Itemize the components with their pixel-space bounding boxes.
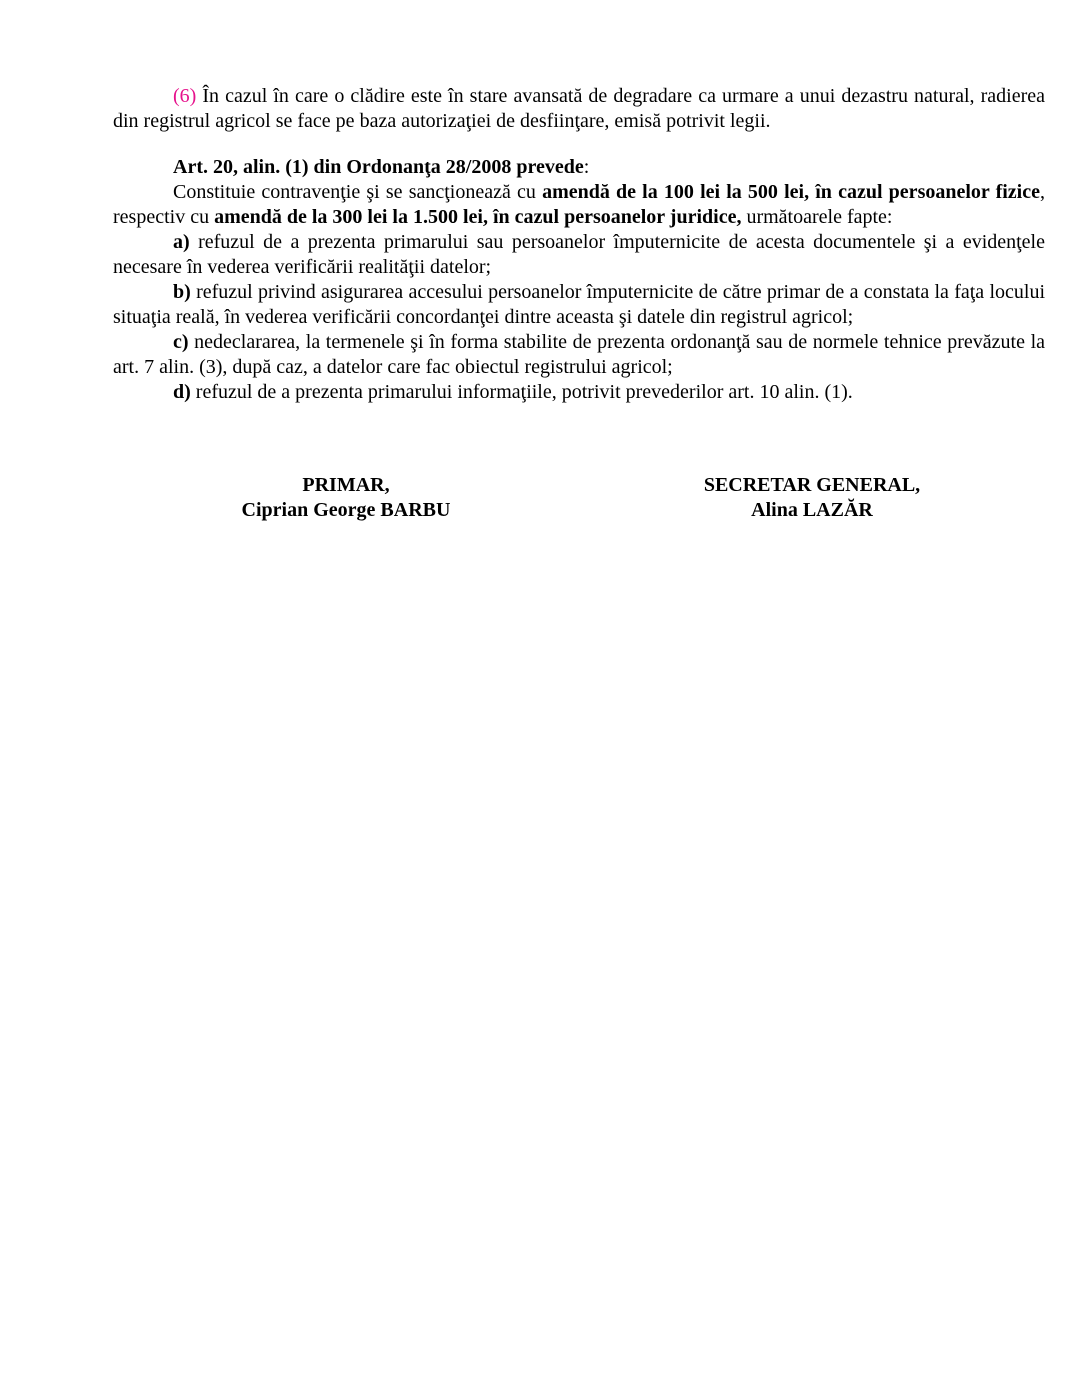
list-item-a-text: refuzul de a prezenta primarului sau persoanelor împuternicite de acesta documentele şi a evidenţele necesare în vederea verificării realităţii datelor; — [113, 231, 1045, 278]
list-item-d — [113, 380, 1045, 405]
article-heading-colon: : — [583, 156, 590, 178]
paragraph-6-text: În cazul în care o clădire este în stare avansată de degradare ca urmare a unui dezastru natural, radierea din registrul agricol se face pe baza autorizaţiei de desfiinţare, emisă potrivit legii. — [113, 85, 1045, 132]
list-item-b — [113, 280, 1045, 330]
signature-mayor — [113, 473, 579, 523]
list-item-d-text: refuzul de a prezenta primarului informaţiile, potrivit prevederilor art. 10 alin. (1). — [190, 381, 853, 403]
list-item-b-marker: b) — [173, 281, 191, 303]
intro-fine-persons-juridical: amendă de la 300 lei la 1.500 lei, în cazul persoanelor juridice, — [214, 206, 742, 228]
signature-secretary-name: Alina LAZĂR — [751, 499, 873, 521]
list-item-d-marker: d) — [173, 381, 191, 403]
intro-part-3: următoarele fapte: — [741, 206, 893, 228]
list-item-c — [113, 330, 1045, 380]
paragraph-6-number: (6) — [173, 85, 197, 107]
intro-part-1: Constituie contravenţie şi se sancţionează cu — [173, 181, 543, 203]
list-item-a — [113, 230, 1045, 280]
signature-secretary — [579, 473, 1045, 523]
intro-paragraph — [113, 180, 1045, 230]
article-heading — [113, 155, 1045, 180]
signature-mayor-name: Ciprian George BARBU — [241, 499, 451, 521]
list-item-c-marker: c) — [173, 331, 189, 353]
list-item-b-text: refuzul privind asigurarea accesului persoanelor împuternicite de către primar de a constata la faţa locului situaţia reală, în vederea verificării concordanţei dintre aceasta şi datele din registrul agricol; — [113, 281, 1045, 328]
list-item-a-marker: a) — [173, 231, 190, 253]
document-page — [113, 84, 1045, 523]
list-item-c-text: nedeclararea, la termenele şi în forma stabilite de prezenta ordonanţă sau de normele tehnice prevăzute la art. 7 alin. (3), după caz, a datelor care fac obiectul registrului agricol; — [113, 331, 1045, 378]
signature-secretary-title: SECRETAR GENERAL, — [703, 474, 921, 496]
intro-fine-persons-physical: amendă de la 100 lei la 500 lei, în cazul persoanelor fizice — [542, 181, 1040, 203]
intro-part-2: , respectiv cu — [113, 181, 1045, 228]
paragraph-6 — [113, 84, 1045, 134]
article-heading-text: Art. 20, alin. (1) din Ordonanţa 28/2008 prevede — [173, 156, 584, 178]
signature-block — [113, 473, 1045, 523]
signature-mayor-title: PRIMAR, — [302, 474, 390, 496]
